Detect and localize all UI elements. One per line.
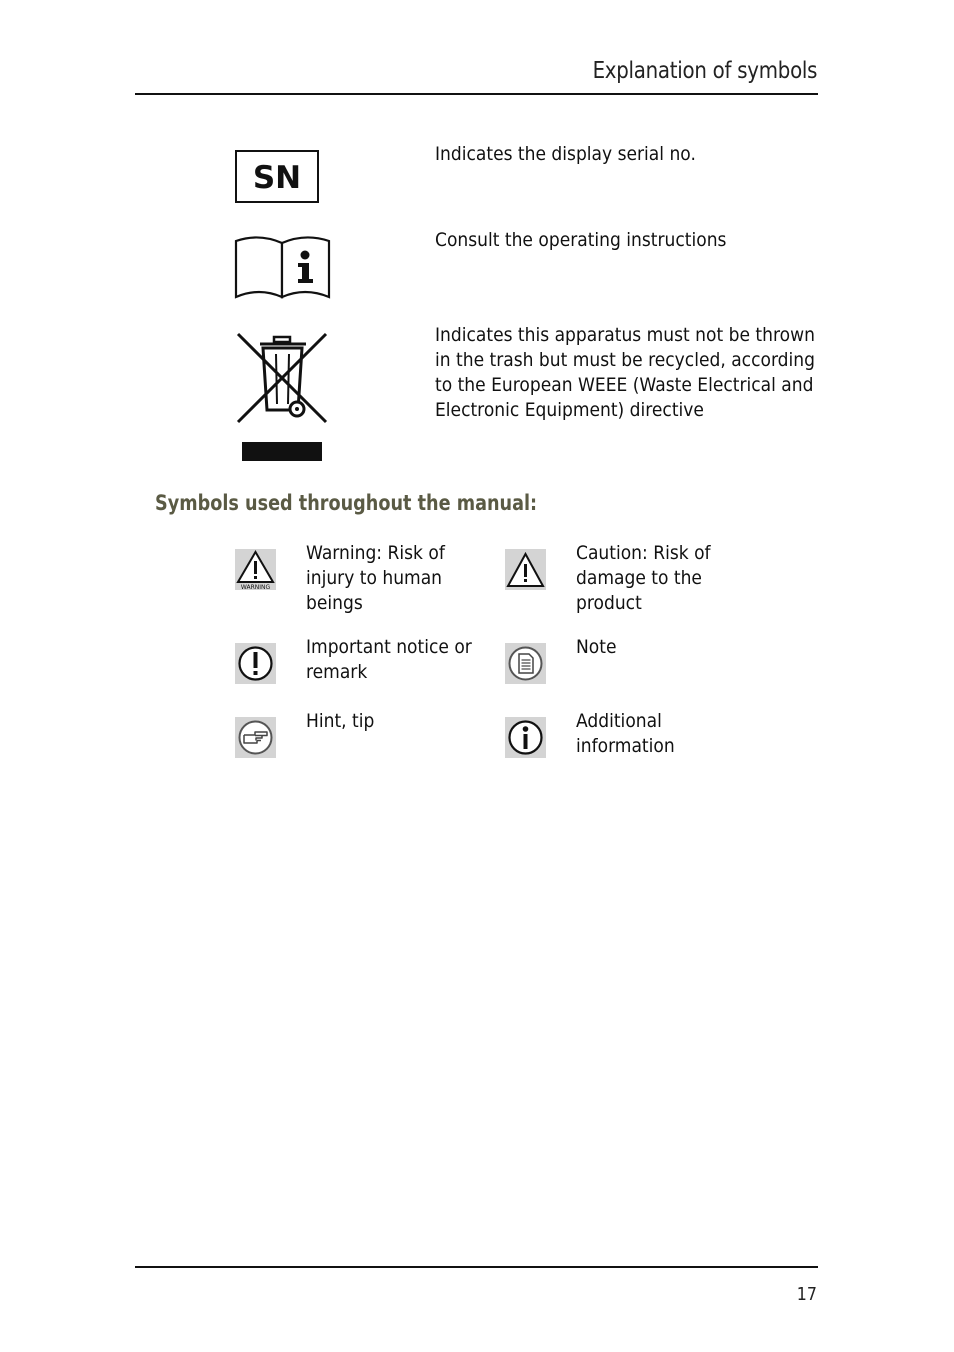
manual-symbol-description: [306, 541, 445, 616]
important-notice-icon: [235, 643, 276, 684]
description-line: in the trash but must be recycled, according: [435, 349, 815, 371]
serial-number-icon: [235, 150, 319, 203]
additional-info-icon: [505, 717, 546, 758]
operating-instructions-icon: [234, 235, 332, 299]
description-line: Caution: Risk of: [576, 542, 711, 564]
description-line: damage to the: [576, 567, 702, 589]
description-line: injury to human: [306, 567, 443, 589]
description-line: Additional: [576, 710, 662, 732]
label-symbol-description: [435, 142, 696, 167]
description-line: Electronic Equipment) directive: [435, 399, 704, 421]
manual-symbol-description: [576, 709, 675, 759]
description-line: Note: [576, 636, 617, 658]
description-line: information: [576, 735, 675, 757]
warning-icon-text: WARNING: [240, 584, 271, 590]
page-number: 17: [796, 1284, 817, 1305]
description-line: Warning: Risk of: [306, 542, 445, 564]
header-rule: [135, 93, 818, 95]
note-icon: [505, 643, 546, 684]
label-symbol-description: [435, 228, 726, 253]
warning-triangle-icon: [235, 549, 276, 590]
description-line: Important notice or: [306, 636, 472, 658]
hint-pointing-hand-icon: [235, 717, 276, 758]
description-line: product: [576, 592, 642, 614]
weee-crossed-bin-icon: [236, 332, 330, 464]
manual-symbol-description: [576, 541, 711, 616]
description-line: remark: [306, 661, 368, 683]
serial-number-icon-text: SN: [252, 160, 302, 196]
manual-symbol-description: [306, 635, 472, 685]
description-line: Indicates this apparatus must not be thrown: [435, 324, 815, 346]
description-line: Indicates the display serial no.: [435, 143, 696, 165]
manual-symbol-description: [306, 709, 374, 734]
section-heading: Symbols used throughout the manual:: [155, 491, 538, 515]
description-line: to the European WEEE (Waste Electrical and: [435, 374, 814, 396]
description-line: Hint, tip: [306, 710, 375, 732]
label-symbol-description: [435, 323, 815, 423]
caution-triangle-icon: [505, 549, 546, 590]
description-line: beings: [306, 592, 363, 614]
footer-rule: [135, 1266, 818, 1268]
manual-symbol-description: [576, 635, 616, 660]
page-header-title: Explanation of symbols: [592, 58, 817, 84]
description-line: Consult the operating instructions: [435, 229, 727, 251]
